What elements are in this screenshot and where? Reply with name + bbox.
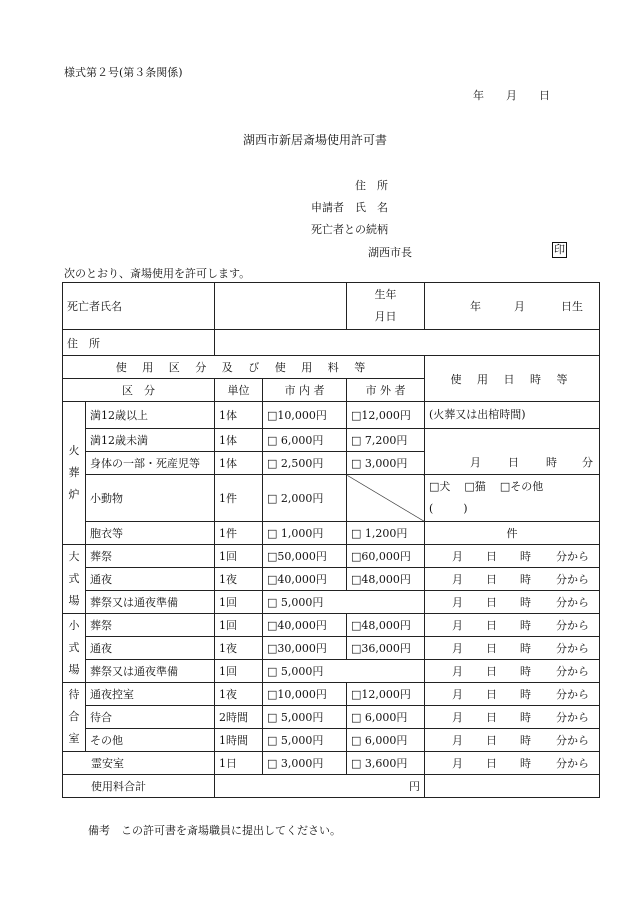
cremation-time-note: (火葬又は出棺時間)	[425, 402, 600, 429]
row-unit: 1回	[215, 660, 263, 683]
schedule-field[interactable]: 月 日 時 分から	[425, 614, 600, 637]
schedule-field[interactable]: 月 日 時 分から	[425, 591, 600, 614]
row-name: 身体の一部・死産児等	[86, 452, 215, 475]
row-unit: 2時間	[215, 706, 263, 729]
nonresident-fee-checkbox[interactable]: □ 3,000円	[347, 452, 425, 475]
resident-fee-checkbox[interactable]: □ 6,000円	[263, 429, 347, 452]
row-name: その他	[86, 729, 215, 752]
resident-fee-checkbox[interactable]: □ 50,000円	[263, 545, 347, 568]
row-unit: 1件	[215, 475, 263, 522]
section-header: 使 用 区 分 及 び 使 用 料 等	[63, 356, 425, 379]
col-category: 区 分	[63, 379, 215, 402]
nonresident-fee-checkbox[interactable]: □ 6,000円	[347, 729, 425, 752]
schedule-field[interactable]: 月 日 時 分から	[425, 545, 600, 568]
row-unit: 1夜	[215, 683, 263, 706]
animal-dog-checkbox[interactable]: □犬	[429, 480, 451, 493]
row-name: 通夜	[86, 637, 215, 660]
deceased-name-field[interactable]	[215, 283, 347, 330]
birth-year-label: 年	[470, 300, 481, 313]
usage-table	[62, 282, 600, 798]
issue-date	[473, 87, 572, 103]
row-unit: 1回	[215, 614, 263, 637]
resident-fee-checkbox[interactable]: □ 1,000円	[263, 522, 347, 545]
row-unit: 1回	[215, 545, 263, 568]
schedule-header: 使 用 日 時 等	[425, 356, 600, 402]
row-name: 満12歳未満	[86, 429, 215, 452]
col-resident: 市 内 者	[263, 379, 347, 402]
row-unit: 1件	[215, 522, 263, 545]
applicant-address-label: 住 所	[355, 179, 388, 192]
deceased-address-label: 住 所	[63, 330, 215, 356]
nonresident-fee-checkbox[interactable]: □ 36,000円	[347, 637, 425, 660]
date-day-label: 日	[539, 89, 550, 102]
row-name: 葬祭又は通夜準備	[86, 591, 215, 614]
resident-fee-checkbox[interactable]: □ 3,000円	[263, 752, 347, 775]
remarks-note: 備考 この許可書を斎場職員に提出してください。	[88, 824, 341, 837]
resident-fee-checkbox[interactable]: □ 5,000円	[263, 729, 347, 752]
schedule-field[interactable]: 月 日 時 分から	[425, 752, 600, 775]
date-year-label: 年	[473, 89, 484, 102]
schedule-field[interactable]: 月 日 時 分から	[425, 683, 600, 706]
birthdate-field[interactable]	[425, 283, 600, 330]
resident-fee-checkbox[interactable]: □ 5,000円	[263, 591, 425, 614]
total-label: 使用料合計	[63, 775, 215, 798]
nonresident-fee-checkbox[interactable]: □ 48,000円	[347, 568, 425, 591]
nonresident-fee-diagonal	[347, 475, 425, 522]
schedule-field[interactable]: 月 日 時 分から	[425, 660, 600, 683]
nonresident-fee-checkbox[interactable]: □ 1,200円	[347, 522, 425, 545]
intro-text: 次のとおり、斎場使用を許可します。	[64, 267, 251, 280]
deceased-name-label: 死亡者氏名	[63, 283, 215, 330]
deceased-address-field[interactable]	[215, 330, 600, 356]
row-name: 小動物	[86, 475, 215, 522]
group-cremation: 火 葬 炉	[63, 402, 86, 545]
row-name: 通夜	[86, 568, 215, 591]
resident-fee-checkbox[interactable]: □ 40,000円	[263, 614, 347, 637]
animal-cat-checkbox[interactable]: □猫	[464, 480, 486, 493]
seal-mark: 印	[554, 243, 565, 256]
schedule-field[interactable]: 月 日 時 分から	[425, 637, 600, 660]
date-month-label: 月	[506, 89, 517, 102]
form-number: 様式第２号(第３条関係)	[64, 66, 183, 79]
resident-fee-checkbox[interactable]: □ 10,000円	[263, 683, 347, 706]
schedule-field[interactable]: 月 日 時 分から	[425, 706, 600, 729]
row-unit: 1回	[215, 591, 263, 614]
birth-label-1: 生年	[374, 288, 397, 301]
col-unit: 単位	[215, 379, 263, 402]
applicant-name-label: 申請者 氏 名	[311, 201, 388, 214]
row-name: 霊安室	[63, 752, 215, 775]
row-name: 葬祭又は通夜準備	[86, 660, 215, 683]
row-unit: 1夜	[215, 568, 263, 591]
row-name: 葬祭	[86, 545, 215, 568]
row-unit: 1体	[215, 452, 263, 475]
resident-fee-checkbox[interactable]: □ 40,000円	[263, 568, 347, 591]
resident-fee-checkbox[interactable]: □ 5,000円	[263, 660, 425, 683]
col-nonresident: 市 外 者	[347, 379, 425, 402]
row-name: 通夜控室	[86, 683, 215, 706]
row-unit: 1時間	[215, 729, 263, 752]
document-title: 湖西市新居斎場使用許可書	[242, 133, 387, 147]
row-name: 胞衣等	[86, 522, 215, 545]
row-name: 満12歳以上	[86, 402, 215, 429]
row-unit: 1日	[215, 752, 263, 775]
group-waiting-room: 待 合 室	[63, 683, 86, 752]
nonresident-fee-checkbox[interactable]: □ 6,000円	[347, 706, 425, 729]
group-large-hall: 大 式 場	[63, 545, 86, 614]
nonresident-fee-checkbox[interactable]: □ 60,000円	[347, 545, 425, 568]
birth-day-label: 日生	[561, 300, 583, 313]
schedule-field[interactable]: 月 日 時 分から	[425, 729, 600, 752]
nonresident-fee-checkbox[interactable]: □ 3,600円	[347, 752, 425, 775]
placenta-count-field[interactable]: 件	[425, 522, 600, 545]
group-small-hall: 小 式 場	[63, 614, 86, 683]
schedule-field[interactable]: 月 日 時 分から	[425, 568, 600, 591]
nonresident-fee-checkbox[interactable]: □ 12,000円	[347, 402, 425, 429]
nonresident-fee-checkbox[interactable]: □ 7,200円	[347, 429, 425, 452]
resident-fee-checkbox[interactable]: □ 2,500円	[263, 452, 347, 475]
animal-type-field[interactable]: □犬 □猫 □その他 ( )	[425, 475, 600, 522]
animal-other-checkbox[interactable]: □その他	[499, 480, 544, 493]
resident-fee-checkbox[interactable]: □ 30,000円	[263, 637, 347, 660]
row-name: 待合	[86, 706, 215, 729]
row-name: 葬祭	[86, 614, 215, 637]
mayor-label: 湖西市長	[368, 246, 412, 259]
cremation-time-field[interactable]: 月 日 時 分	[425, 429, 600, 475]
row-unit: 1体	[215, 402, 263, 429]
row-unit: 1体	[215, 429, 263, 452]
relation-label: 死亡者との続柄	[311, 223, 388, 236]
resident-fee-checkbox[interactable]: □ 5,000円	[263, 706, 347, 729]
birth-label-2: 月日	[374, 310, 397, 323]
birthdate-label	[347, 283, 425, 330]
total-blank	[425, 775, 600, 798]
resident-fee-checkbox[interactable]: □ 2,000円	[263, 475, 347, 522]
total-field[interactable]: 円	[215, 775, 425, 798]
nonresident-fee-checkbox[interactable]: □ 48,000円	[347, 614, 425, 637]
birth-month-label: 月	[514, 300, 525, 313]
row-unit: 1夜	[215, 637, 263, 660]
nonresident-fee-checkbox[interactable]: □ 12,000円	[347, 683, 425, 706]
resident-fee-checkbox[interactable]: □ 10,000円	[263, 402, 347, 429]
